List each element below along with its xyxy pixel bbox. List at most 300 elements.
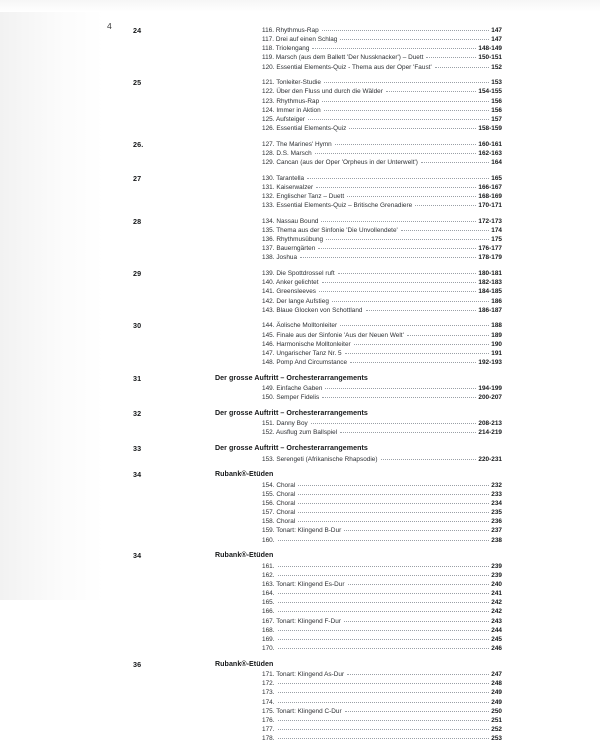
page-top-shading	[0, 0, 600, 12]
toc-entry[interactable]	[262, 26, 502, 35]
toc-group-body	[175, 26, 600, 72]
toc-entry-page-number: 180-181	[478, 270, 502, 278]
toc-entry[interactable]	[262, 607, 502, 616]
toc-entry-title: 169.	[262, 635, 275, 643]
dot-leader	[311, 422, 477, 424]
toc-entry-page-number: 249	[491, 689, 502, 697]
toc-entry-title: 175. Tonart: Klingend C-Dur	[262, 707, 342, 715]
toc-group	[0, 26, 600, 72]
toc-entry-page-number: 244	[491, 626, 502, 634]
dot-leader	[319, 290, 476, 292]
toc-entry-page-number: 220-231	[478, 455, 502, 463]
toc-group-body	[175, 321, 600, 367]
toc-entry[interactable]	[262, 149, 502, 158]
toc-entry[interactable]	[262, 217, 502, 226]
dot-leader	[278, 565, 490, 567]
chapter-number: 24	[133, 26, 142, 35]
toc-entry[interactable]	[262, 297, 502, 306]
toc-entry-title: 160.	[262, 536, 275, 544]
toc-entry-title: 144. Äolische Molltonleiter	[262, 322, 338, 330]
toc-entry[interactable]	[262, 78, 502, 87]
toc-entry-title: 121. Tonleiter-Studie	[262, 79, 321, 87]
dot-leader	[366, 309, 477, 311]
toc-entry-page-number: 238	[491, 536, 502, 544]
dot-leader	[298, 511, 489, 513]
toc-entry[interactable]	[262, 580, 502, 589]
toc-entry-page-number: 214-219	[478, 429, 502, 437]
toc-group-head	[0, 269, 600, 315]
toc-entry-page-number: 236	[491, 518, 502, 526]
dot-leader	[324, 109, 490, 111]
toc-entry[interactable]	[262, 536, 502, 545]
toc-entry-title: 159. Tonart: Klingend B-Dur	[262, 527, 342, 535]
dot-leader	[298, 493, 489, 495]
toc-entry-page-number: 153	[491, 79, 502, 87]
toc-entry-page-number: 191	[491, 349, 502, 357]
toc-entry[interactable]	[262, 517, 502, 526]
toc-entry[interactable]	[262, 278, 502, 287]
toc-entry[interactable]	[262, 97, 502, 106]
dot-leader	[381, 458, 477, 460]
toc-entry[interactable]	[262, 253, 502, 262]
toc-entry[interactable]	[262, 226, 502, 235]
dot-leader	[345, 352, 490, 354]
toc-entry-title: 161.	[262, 562, 275, 570]
toc-group-head	[0, 374, 600, 403]
toc-entry[interactable]	[262, 571, 502, 580]
toc-group-body	[175, 409, 600, 438]
dot-leader	[386, 90, 477, 92]
toc-entry-title: 151. Danny Boy	[262, 420, 308, 428]
toc-entry[interactable]	[262, 626, 502, 635]
toc-entry-page-number: 242	[491, 608, 502, 616]
dot-leader	[421, 161, 489, 163]
section-heading: Der grosse Auftritt – Orchesterarrangements	[215, 408, 368, 417]
toc-entry-page-number: 176-177	[478, 245, 502, 253]
toc-entry-title: 168.	[262, 626, 275, 634]
toc-entry[interactable]	[262, 526, 502, 535]
dot-leader	[300, 256, 476, 258]
toc-entry-title: 145. Finale aus der Sinfonie 'Aus der Neuen Welt'	[262, 331, 404, 339]
toc-group	[0, 321, 600, 367]
section-heading: Der grosse Auftritt – Orchesterarrangements	[215, 444, 368, 453]
toc-entry-page-number: 150-151	[478, 54, 502, 62]
toc-entry[interactable]	[262, 174, 502, 183]
dot-leader	[326, 238, 489, 240]
toc-entry-page-number: 164	[491, 159, 502, 167]
toc-entry-page-number: 239	[491, 571, 502, 579]
toc-group-body	[175, 217, 600, 263]
dot-leader	[340, 431, 476, 433]
toc-entry-title: 170.	[262, 644, 275, 652]
dot-leader	[435, 66, 490, 68]
toc-entry[interactable]	[262, 201, 502, 210]
toc-entry[interactable]	[262, 508, 502, 517]
toc-entry-title: 117. Drei auf einen Schlag	[262, 36, 338, 44]
chapter-number: 34	[133, 551, 142, 561]
toc-entry[interactable]	[262, 87, 502, 96]
toc-entry[interactable]	[262, 716, 502, 725]
toc-group-head	[0, 551, 600, 653]
dot-leader	[415, 204, 476, 206]
dot-leader	[278, 574, 490, 576]
dot-leader	[278, 701, 490, 703]
toc-entry[interactable]	[262, 688, 502, 697]
toc-group	[0, 660, 600, 744]
toc-entry[interactable]	[262, 698, 502, 707]
toc-entry-page-number: 154-155	[478, 88, 502, 96]
dot-leader	[278, 601, 490, 603]
toc-entry[interactable]	[262, 44, 502, 53]
toc-entry-page-number: 245	[491, 635, 502, 643]
toc-entry-page-number: 232	[491, 481, 502, 489]
toc-group	[0, 409, 600, 438]
dot-leader	[312, 47, 476, 49]
toc-entry-page-number: 243	[491, 617, 502, 625]
dot-leader	[278, 592, 490, 594]
dot-leader	[278, 539, 490, 541]
dot-leader	[278, 610, 490, 612]
dot-leader	[347, 195, 476, 197]
toc-entry-page-number: 248	[491, 680, 502, 688]
dot-leader	[321, 220, 476, 222]
toc-entry[interactable]	[262, 331, 502, 340]
toc-group	[0, 78, 600, 133]
toc-entry[interactable]	[262, 428, 502, 437]
toc-entry-title: 163. Tonart: Klingend Es-Dur	[262, 580, 345, 588]
toc-entry-title: 174.	[262, 698, 275, 706]
toc-entry[interactable]	[262, 235, 502, 244]
toc-group	[0, 269, 600, 315]
toc-group-body	[175, 174, 600, 211]
toc-group-body	[175, 551, 600, 653]
toc-entry-title: 149. Einfache Gaben	[262, 385, 323, 393]
toc-entry-title: 123. Rhythmus-Rap	[262, 97, 320, 105]
toc-entry-title: 150. Semper Fidelis	[262, 394, 320, 402]
toc-entry[interactable]	[262, 635, 502, 644]
section-heading: Rubank®-Etüden	[215, 659, 274, 668]
dot-leader	[344, 620, 489, 622]
toc-entry-page-number: 208-213	[478, 420, 502, 428]
dot-leader	[340, 324, 489, 326]
toc-entry[interactable]	[262, 192, 502, 201]
toc-entry-page-number: 190	[491, 340, 502, 348]
chapter-number: 26.	[133, 139, 144, 149]
toc-entry-title: 156. Choral	[262, 499, 296, 507]
toc-entry[interactable]	[262, 455, 502, 464]
dot-leader	[278, 691, 490, 693]
toc-entry[interactable]	[262, 35, 502, 44]
toc-entry-title: 138. Joshua	[262, 254, 298, 262]
toc-entry[interactable]	[262, 53, 502, 62]
chapter-number: 29	[133, 269, 142, 279]
toc-entry-title: 127. The Marines' Hymn	[262, 140, 332, 148]
dot-leader	[322, 396, 476, 398]
dot-leader	[318, 247, 476, 249]
chapter-number: 30	[133, 321, 142, 331]
toc-entry-title: 120. Essential Elements-Quiz - Thema aus der Oper 'Faust'	[262, 63, 432, 71]
toc-entry-title: 141. Greensleeves	[262, 288, 316, 296]
toc-entry-title: 130. Tarantella	[262, 174, 305, 182]
toc-entry-title: 128. D.S. Marsch	[262, 149, 312, 157]
toc-group-body	[175, 444, 600, 464]
toc-entry[interactable]	[262, 734, 502, 743]
toc-entry-page-number: 237	[491, 527, 502, 535]
section-heading: Der grosse Auftritt – Orchesterarrangements	[215, 373, 368, 382]
toc-entry-page-number: 162-163	[478, 149, 502, 157]
dot-leader	[345, 710, 490, 712]
toc-entry-title: 162.	[262, 571, 275, 579]
toc-entry-page-number: 233	[491, 490, 502, 498]
dot-leader	[347, 673, 489, 675]
toc-entry-page-number: 240	[491, 580, 502, 588]
dot-leader	[348, 583, 490, 585]
toc-entry-page-number: 235	[491, 509, 502, 517]
chapter-number: 25	[133, 78, 142, 88]
toc-entry-page-number: 251	[491, 716, 502, 724]
toc-entry[interactable]	[262, 287, 502, 296]
toc-entry-title: 171. Tonart: Klingend As-Dur	[262, 671, 345, 679]
toc-entry-title: 173.	[262, 689, 275, 697]
toc-group-head	[0, 321, 600, 367]
toc-entry-title: 125. Aufsteiger	[262, 115, 305, 123]
toc-group	[0, 470, 600, 545]
toc-entry[interactable]	[262, 490, 502, 499]
toc-entry[interactable]	[262, 115, 502, 124]
toc-entry-page-number: 156	[491, 97, 502, 105]
toc-entry-page-number: 186-187	[478, 306, 502, 314]
toc-entry[interactable]	[262, 306, 502, 315]
toc-entry-title: 137. Bauerngärten	[262, 245, 316, 253]
toc-entry-title: 131. Kaiserwalzer	[262, 183, 314, 191]
toc-entry-page-number: 178-179	[478, 254, 502, 262]
toc-entry-title: 134. Nassau Bound	[262, 217, 319, 225]
toc-group-head	[0, 26, 600, 72]
toc-entry-title: 140. Anker gelichtet	[262, 279, 319, 287]
toc-group-head	[0, 660, 600, 744]
toc-group-body	[175, 374, 600, 403]
toc-entry-title: 154. Choral	[262, 481, 296, 489]
toc-group-head	[0, 470, 600, 545]
toc-entry-page-number: 188	[491, 322, 502, 330]
dot-leader	[298, 520, 489, 522]
toc-entry-page-number: 192-193	[478, 359, 502, 366]
toc-entry-page-number: 182-183	[478, 279, 502, 287]
toc-entry-title: 124. Immer in Aktion	[262, 106, 321, 114]
toc-entry[interactable]	[262, 321, 502, 330]
toc-entry-title: 166.	[262, 608, 275, 616]
section-heading: Rubank®-Etüden	[215, 551, 274, 560]
toc-entry-title: 152. Ausflug zum Ballspiel	[262, 429, 338, 437]
toc-entry-title: 148. Pomp And Circumstance	[262, 359, 348, 366]
toc-entry-page-number: 170-171	[478, 202, 502, 210]
toc-entry[interactable]	[262, 183, 502, 192]
toc-group-head	[0, 174, 600, 211]
toc-entry[interactable]	[262, 106, 502, 115]
chapter-number: 33	[133, 444, 142, 454]
toc-entry-page-number: 250	[491, 707, 502, 715]
toc-entry-title: 153. Serengeti (Afrikanische Rhapsodie)	[262, 455, 378, 463]
toc-entry[interactable]	[262, 419, 502, 428]
dot-leader	[349, 127, 476, 129]
chapter-number: 31	[133, 373, 142, 383]
section-heading: Rubank®-Etüden	[215, 470, 274, 479]
toc-entry[interactable]	[262, 481, 502, 490]
toc-entry-page-number: 174	[491, 226, 502, 234]
page-folio-number: 4	[107, 21, 112, 31]
toc-entry[interactable]	[262, 679, 502, 688]
toc-entry[interactable]	[262, 124, 502, 133]
dot-leader	[322, 29, 490, 31]
toc-entry[interactable]	[262, 644, 502, 653]
table-of-contents	[0, 26, 600, 750]
toc-entry[interactable]	[262, 617, 502, 626]
dot-leader	[401, 229, 490, 231]
toc-entry[interactable]	[262, 140, 502, 149]
toc-entry-title: 119. Marsch (aus dem Ballett 'Der Nussknacker') – Duett	[262, 54, 424, 62]
toc-entry[interactable]	[262, 158, 502, 167]
dot-leader	[316, 186, 476, 188]
dot-leader	[407, 334, 489, 336]
dot-leader	[344, 529, 489, 531]
dot-leader	[335, 143, 477, 145]
toc-entry-page-number: 147	[491, 27, 502, 34]
toc-entry-title: 155. Choral	[262, 490, 296, 498]
dot-leader	[307, 177, 489, 179]
toc-entry-page-number: 194-199	[478, 385, 502, 393]
toc-entry-page-number: 242	[491, 599, 502, 607]
dot-leader	[278, 647, 490, 649]
toc-group	[0, 444, 600, 464]
toc-group-head	[0, 409, 600, 438]
toc-entry-page-number: 158-159	[478, 125, 502, 133]
dot-leader	[354, 343, 490, 345]
toc-entry-page-number: 147	[491, 36, 502, 44]
toc-entry-page-number: 249	[491, 698, 502, 706]
toc-group-body	[175, 470, 600, 545]
dot-leader	[340, 38, 489, 40]
toc-entry[interactable]	[262, 499, 502, 508]
toc-entry[interactable]	[262, 670, 502, 679]
toc-entry-title: 177.	[262, 725, 275, 733]
toc-entry-title: 135. Thema aus der Sinfonie 'Die Unvollendete'	[262, 226, 398, 234]
toc-entry-title: 116. Rhythmus-Rap	[262, 27, 319, 34]
toc-group-body	[175, 78, 600, 133]
toc-entry-title: 146. Harmonische Molltonleiter	[262, 340, 351, 348]
toc-entry-page-number: 184-185	[478, 288, 502, 296]
toc-entry[interactable]	[262, 63, 502, 72]
toc-entry-title: 122. Über den Fluss und durch die Wälder	[262, 88, 383, 96]
dot-leader	[278, 728, 490, 730]
dot-leader	[315, 152, 477, 154]
toc-group-head	[0, 217, 600, 263]
toc-entry-title: 118. Triolengang	[262, 45, 310, 53]
dot-leader	[325, 387, 476, 389]
toc-entry[interactable]	[262, 358, 502, 367]
toc-group	[0, 374, 600, 403]
toc-entry-title: 143. Blaue Glocken von Schottland	[262, 306, 363, 314]
toc-entry-title: 133. Essential Elements-Quiz – Britische Grenadiere	[262, 202, 413, 210]
toc-group-head	[0, 140, 600, 167]
toc-entry-page-number: 152	[491, 63, 502, 71]
toc-entry[interactable]	[262, 725, 502, 734]
toc-entry-page-number: 252	[491, 725, 502, 733]
toc-entry-title: 132. Englischer Tanz – Duett	[262, 193, 345, 200]
toc-entry[interactable]	[262, 349, 502, 358]
toc-entry-title: 167. Tonart: Klingend F-Dur	[262, 617, 341, 625]
chapter-number: 32	[133, 408, 142, 418]
dot-leader	[278, 737, 490, 739]
toc-entry-title: 136. Rhythmusübung	[262, 236, 324, 244]
dot-leader	[278, 638, 490, 640]
toc-entry-page-number: 157	[491, 115, 502, 123]
dot-leader	[350, 361, 476, 363]
toc-entry[interactable]	[262, 269, 502, 278]
toc-group	[0, 551, 600, 653]
chapter-number: 28	[133, 216, 142, 226]
dot-leader	[278, 629, 490, 631]
toc-entry-page-number: 148-149	[478, 45, 502, 53]
toc-entry-page-number: 253	[491, 735, 502, 743]
toc-entry-title: 158. Choral	[262, 518, 296, 526]
dot-leader	[298, 484, 489, 486]
chapter-number: 27	[133, 173, 142, 183]
toc-entry-page-number: 241	[491, 590, 502, 598]
toc-entry-title: 176.	[262, 716, 275, 724]
toc-entry-page-number: 189	[491, 331, 502, 339]
toc-entry-page-number: 247	[491, 671, 502, 679]
toc-entry[interactable]	[262, 707, 502, 716]
dot-leader	[308, 118, 489, 120]
dot-leader	[322, 100, 489, 102]
toc-entry-title: 139. Die Spottdrossel ruft	[262, 270, 335, 278]
toc-entry-page-number: 165	[491, 174, 502, 182]
toc-entry-page-number: 200-207	[478, 394, 502, 402]
toc-group	[0, 174, 600, 211]
toc-entry-page-number: 175	[491, 236, 502, 244]
toc-entry-page-number: 234	[491, 499, 502, 507]
dot-leader	[338, 272, 477, 274]
toc-entry-page-number: 160-161	[478, 140, 502, 148]
toc-entry-title: 165.	[262, 599, 275, 607]
toc-group	[0, 217, 600, 263]
toc-entry-title: 147. Ungarischer Tanz Nr. 5	[262, 349, 342, 357]
toc-entry[interactable]	[262, 244, 502, 253]
toc-entry-page-number: 186	[491, 297, 502, 305]
dot-leader	[278, 682, 490, 684]
toc-entry-title: 129. Cancan (aus der Oper 'Orpheus in der Unterwelt')	[262, 159, 418, 167]
toc-group-body	[175, 660, 600, 744]
toc-entry[interactable]	[262, 562, 502, 571]
toc-group-head	[0, 78, 600, 133]
toc-entry-title: 178.	[262, 735, 275, 743]
dot-leader	[322, 281, 477, 283]
chapter-number: 34	[133, 470, 142, 480]
toc-group-body	[175, 269, 600, 315]
toc-group-body	[175, 140, 600, 167]
toc-group-head	[0, 444, 600, 464]
dot-leader	[324, 81, 489, 83]
chapter-number: 36	[133, 659, 142, 669]
toc-entry-title: 157. Choral	[262, 509, 296, 517]
toc-entry[interactable]	[262, 589, 502, 598]
toc-entry[interactable]	[262, 393, 502, 402]
toc-entry-title: 172.	[262, 680, 275, 688]
dot-leader	[298, 502, 489, 504]
toc-entry[interactable]	[262, 340, 502, 349]
toc-entry-title: 126. Essential Elements-Quiz	[262, 125, 347, 133]
toc-entry[interactable]	[262, 384, 502, 393]
